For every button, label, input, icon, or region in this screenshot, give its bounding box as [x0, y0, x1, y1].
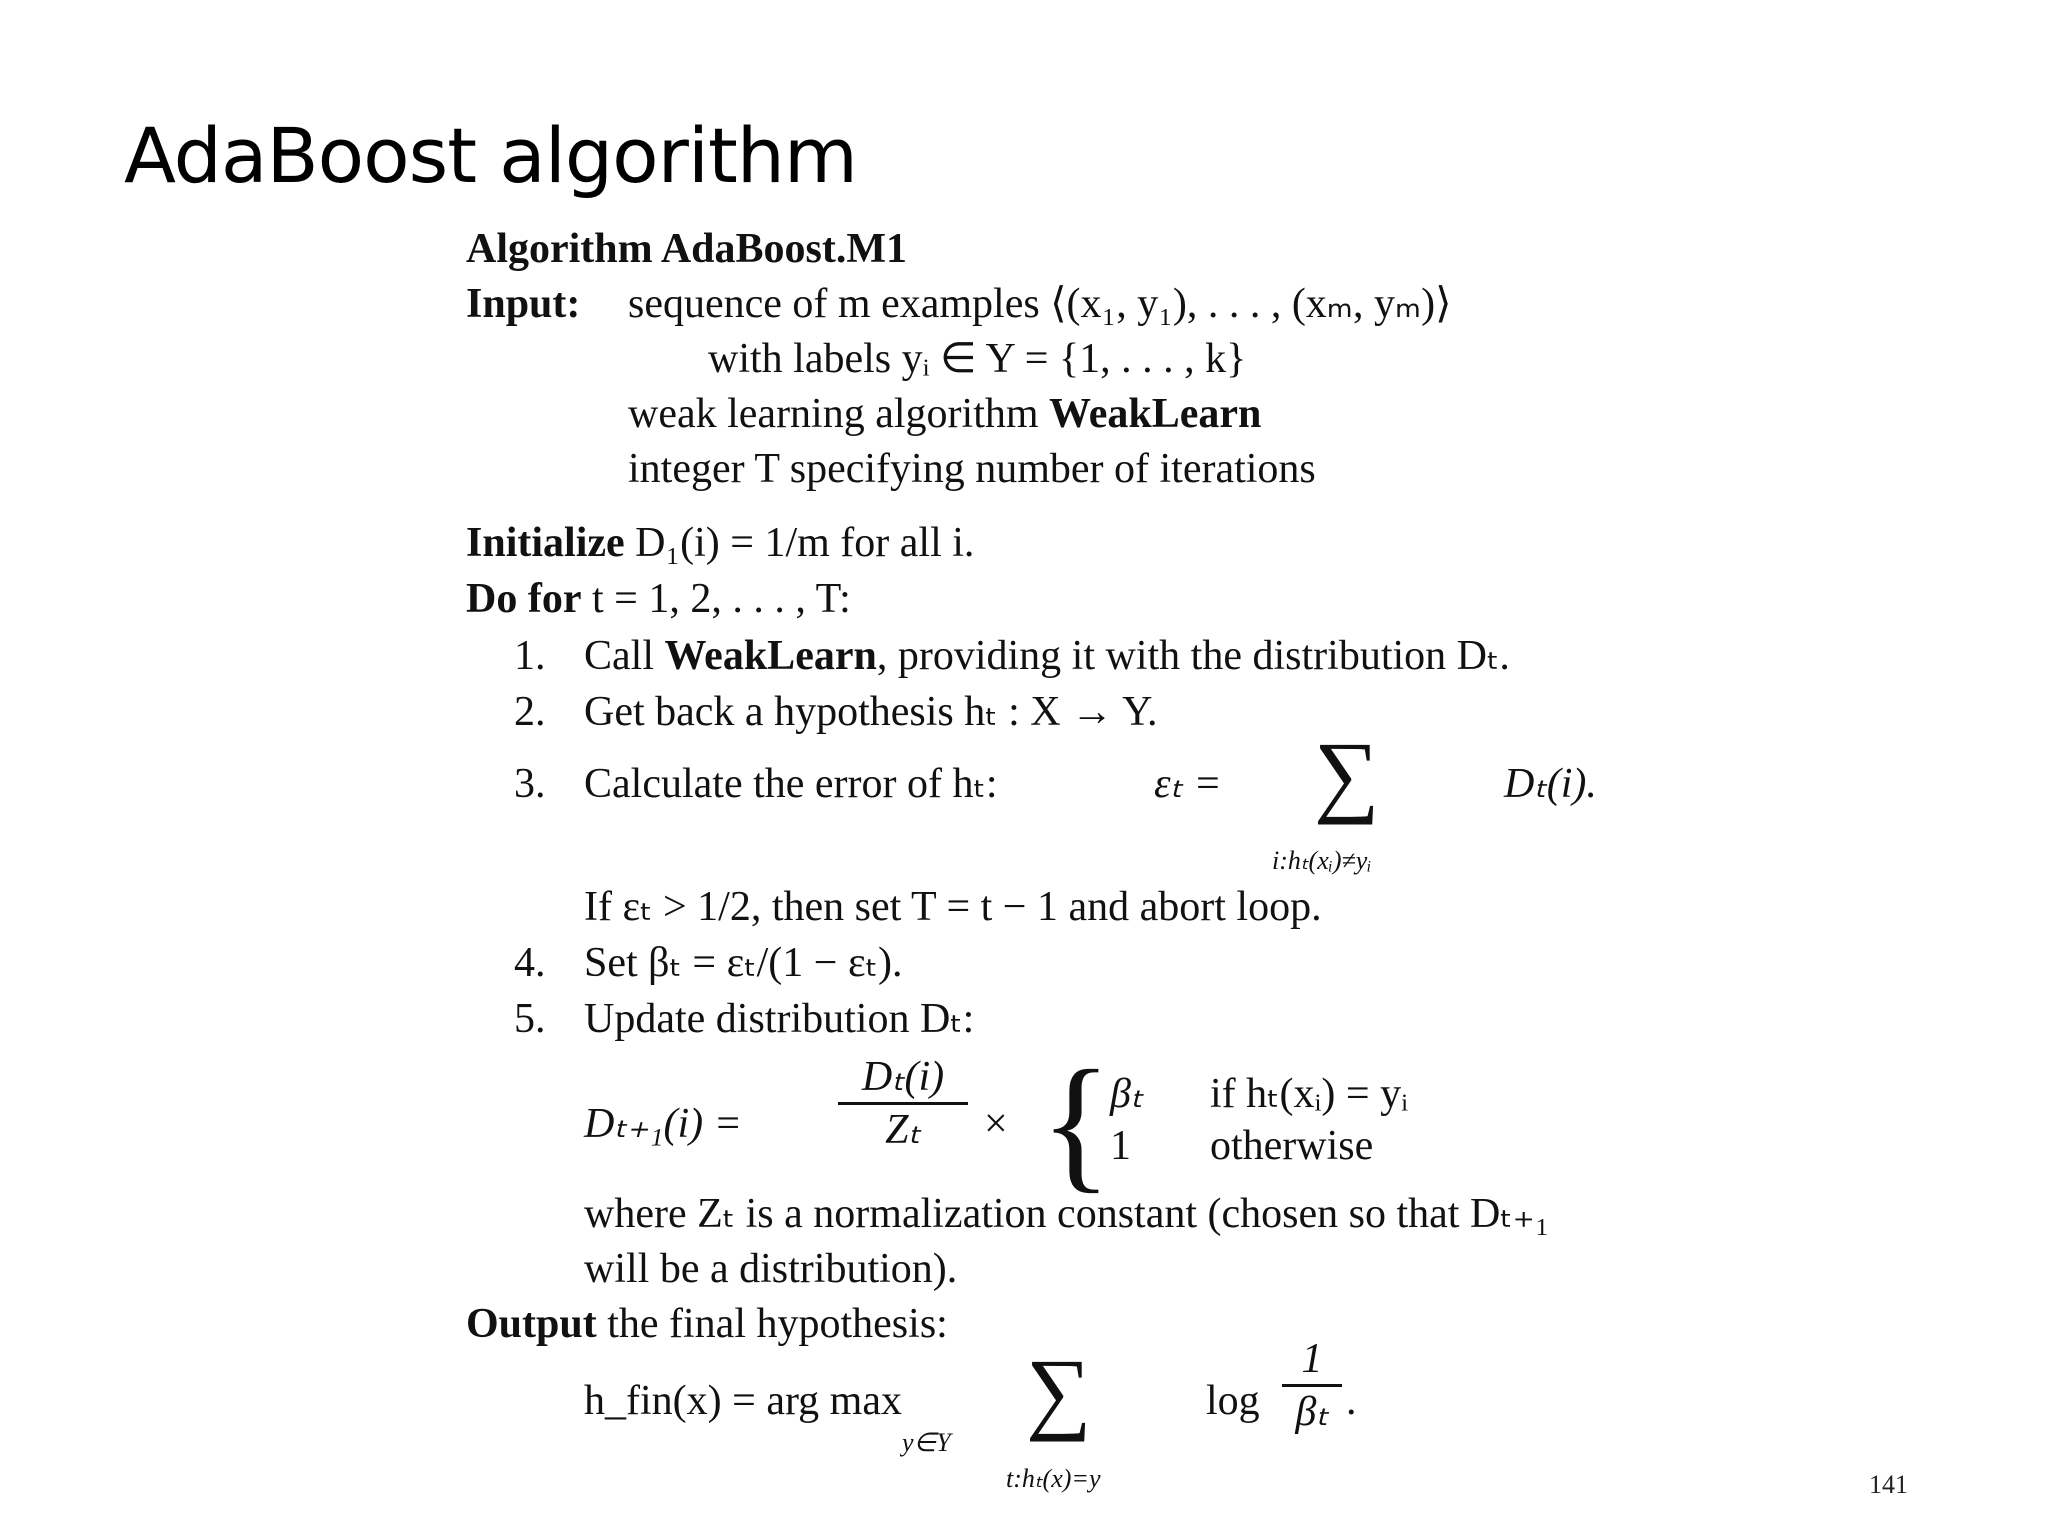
step-5-number: 5.	[514, 996, 546, 1042]
initialize-text: D₁(i) = 1/m for all i.	[624, 520, 975, 566]
step-2-number: 2.	[514, 689, 546, 735]
step-4: Set βₜ = εₜ/(1 − εₜ).	[584, 940, 903, 986]
page-number: 141	[1869, 1470, 1908, 1499]
output-line	[466, 1303, 948, 1345]
cases-brace: {	[1040, 1040, 1112, 1206]
step-1	[584, 635, 1510, 677]
step-3-sum-subscript: i:hₜ(xᵢ)≠yᵢ	[1272, 846, 1372, 875]
case-1-value: βₜ	[1110, 1071, 1144, 1117]
step-5: Update distribution Dₜ:	[584, 996, 975, 1042]
input-line-3-text: weak learning algorithm	[628, 391, 1050, 437]
update-times: ×	[984, 1101, 1008, 1147]
update-denominator: Zₜ	[885, 1107, 921, 1153]
final-sum-subscript: t:hₜ(x)=y	[1006, 1464, 1101, 1493]
case-2-condition: otherwise	[1210, 1123, 1374, 1169]
step-1-pre: Call	[584, 633, 665, 679]
update-fraction	[838, 1056, 968, 1151]
update-numerator: Dₜ(i)	[861, 1054, 945, 1100]
step-3-sum-sign: ∑	[1314, 723, 1380, 825]
where-line-2: will be a distribution).	[584, 1246, 958, 1292]
step-4-number: 4.	[514, 940, 546, 986]
final-log: log	[1206, 1378, 1260, 1424]
update-fraction-bar	[838, 1102, 968, 1105]
step-3-abort: If εₜ > 1/2, then set T = t − 1 and abort loop.	[584, 884, 1322, 930]
step-1-weaklearn: WeakLearn	[664, 633, 877, 679]
algorithm-heading: Algorithm AdaBoost.M1	[466, 226, 907, 272]
step-2: Get back a hypothesis hₜ : X → Y.	[584, 689, 1158, 735]
do-for-line	[466, 578, 851, 620]
input-line-2: with labels yᵢ ∈ Y = {1, . . . , k}	[708, 336, 1247, 382]
do-for-label: Do for	[466, 576, 582, 622]
where-line-1: where Zₜ is a normalization constant (chosen so that Dₜ₊₁	[584, 1191, 1550, 1237]
weaklearn-name: WeakLearn	[1049, 391, 1262, 437]
case-2-value: 1	[1110, 1123, 1131, 1169]
step-3-number: 3.	[514, 761, 546, 807]
final-argmax-subscript: y∈Y	[902, 1428, 951, 1457]
initialize-label: Initialize	[466, 520, 625, 566]
final-fraction	[1282, 1338, 1342, 1433]
initialize-line	[466, 522, 974, 564]
final-fraction-bar	[1282, 1384, 1342, 1387]
final-numerator: 1	[1301, 1336, 1323, 1382]
input-line-1: sequence of m examples ⟨(x₁, y₁), . . . , (xₘ, yₘ)⟩	[628, 281, 1452, 327]
final-lhs: h_fin(x) = arg max	[584, 1378, 902, 1424]
slide-title: AdaBoost algorithm	[124, 111, 857, 200]
output-label: Output	[466, 1301, 597, 1347]
step-3-epsilon: εₜ =	[1154, 761, 1222, 807]
final-period: .	[1346, 1378, 1357, 1424]
step-3-distribution: Dₜ(i).	[1504, 761, 1597, 807]
final-sum-sign: ∑	[1026, 1340, 1092, 1442]
output-text: the final hypothesis:	[596, 1301, 948, 1347]
step-3-text: Calculate the error of hₜ:	[584, 761, 998, 807]
input-line-4: integer T specifying number of iterations	[628, 446, 1316, 492]
input-line-3	[628, 393, 1261, 435]
final-denominator: βₜ	[1295, 1389, 1329, 1435]
update-lhs: Dₜ₊₁(i) =	[584, 1101, 742, 1147]
case-1-condition: if hₜ(xᵢ) = yᵢ	[1210, 1071, 1408, 1117]
input-label: Input:	[466, 281, 581, 327]
step-1-post: , providing it with the distribution Dₜ.	[876, 633, 1510, 679]
do-for-text: t = 1, 2, . . . , T:	[581, 576, 851, 622]
step-1-number: 1.	[514, 633, 546, 679]
